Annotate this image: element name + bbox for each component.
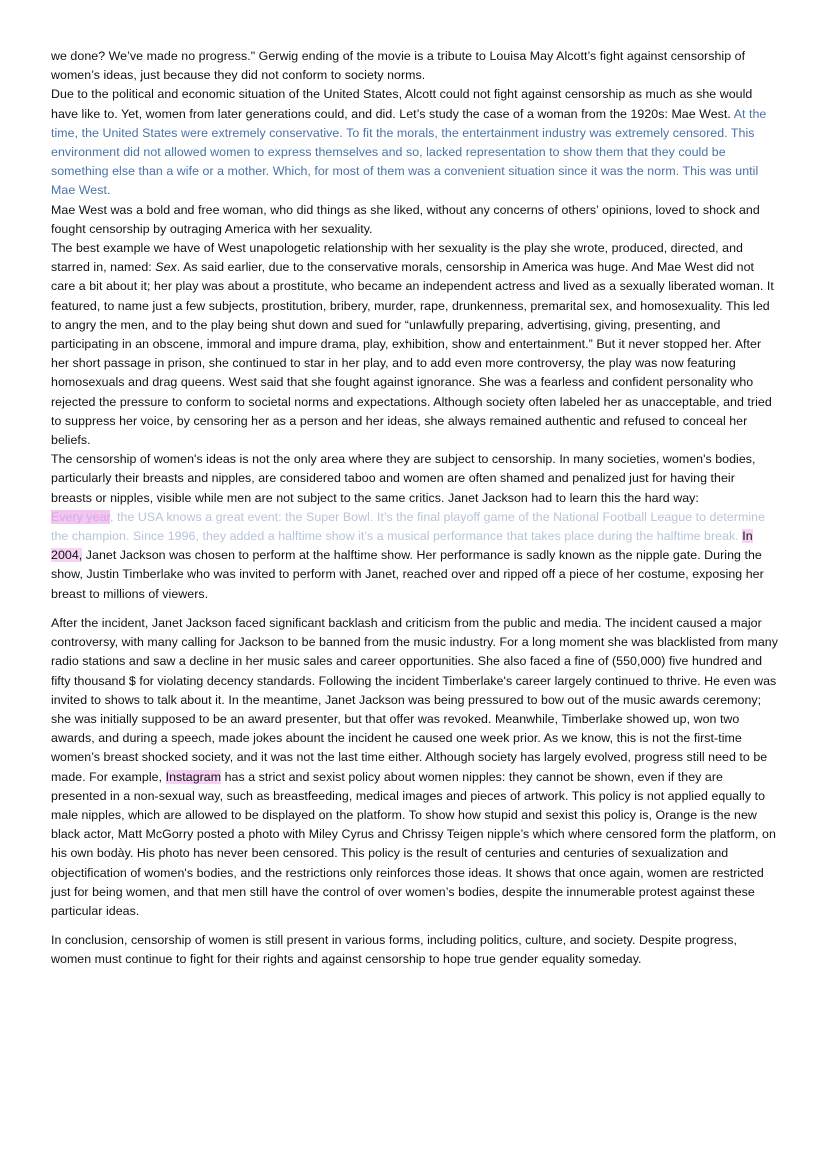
paragraph-super-bowl (51, 508, 778, 604)
paragraph-mae-west-intro-text: Due to the political and economic situation of the United States, Alcott could not fight against censorship as much as she would have like to. Yet, women from later generations could, and did. Let’s study the case of a woman from the 1920s: Mae West. (51, 87, 753, 121)
paragraph-aftermath (51, 614, 778, 921)
paragraph-mae-west-intro (51, 85, 778, 200)
paragraph-mae-west-bold: Mae West was a bold and free woman, who did things as she liked, without any concerns of others’ opinions, loved to shock and fought censorship by outraging America with her sexuality. (51, 202, 760, 236)
highlight-in-2004: In 2004, (51, 529, 753, 563)
paragraph-aftermath-text-b: has a strict and sexist policy about women nipples: they cannot be shown, even if they are presented in a non-sexual way, such as breastfeeding, medical images and pieces of artwork. This policy is not applied equally to male nipples, which are allowed to be displayed on the platform. To show how stupid and sexist this policy is, Orange is the new black actor, Matt McGorry posted a photo with Miley Cyrus and Chrissy Teigen nipple’s which where censored form the platform, on his own bodày. His photo has never been censored. This policy is the result of centuries and centuries of sexualization and objectification of women's bodies, and the restrictions only reinforces those ideas. It shows that once again, women are restricted just for being women, and that men still have the control of over women’s bodies, despite the innumerable protest against these particular ideas. (51, 769, 776, 918)
paragraph-play-sex-text-a: The best example we have of West unapologetic relationship with her sexuality is the play she wrote, produced, directed, and starred in, named: (51, 241, 743, 275)
paragraph-play-sex (51, 239, 778, 450)
highlight-every-year: Every year (51, 509, 111, 524)
paragraph-super-bowl-text: Janet Jackson was chosen to perform at the halftime show. Her performance is sadly known as the nipple gate. During the show, Justin Timberlake who was invited to perform with Janet, reached over and ripped off a piece of her costume, exposing her breast to millions of viewers. (51, 548, 764, 601)
paragraph-conclusion: In conclusion, censorship of women is still present in various forms, including politics, culture, and society. Despite progress, women must continue to fight for their rights and against censorship to hope true gender equality someday. (51, 933, 737, 967)
pale-faded-text: , the USA knows a great event: the Super Bowl. It’s the final playoff game of the National Football League to determine the champion. Since 1996, they added a halftime show it’s a musical performance that takes place during the halftime break. (51, 509, 766, 544)
paragraph-body-censorship: The censorship of women's ideas is not the only area where they are subject to censorship. In many societies, women's bodies, particularly their breasts and nipples, are considered taboo and women are often shamed and penalized just for having their breasts or nipples, visible while men are not subject to the same critics. Janet Jackson had to learn this the hard way: (51, 452, 756, 505)
blue-commented-text: At the time, the United States were extremely conservative. To fit the morals, the entertainment industry was extremely censored. This environment did not allowed women to express themselves and so, lacked representation to show them that they could be something else than a wife or a mother. Which, for most of them was a convenient situation since it was the norm. This was until Mae West. (51, 106, 767, 198)
paragraph-gerwig-ending: we done? We’ve made no progress." Gerwig ending of the movie is a tribute to Louisa May Alcott’s fight against censorship of women’s ideas, just because they did not conform to society norms. (51, 49, 746, 83)
play-title: Sex (155, 260, 177, 275)
paragraph-play-sex-text-b: . As said earlier, due to the conservative morals, censorship in America was huge. And Mae West did not care a bit about it; her play was about a prostitute, who became an independent actress and lived as a sexually liberated woman. It featured, to name just a few subjects, prostitution, bribery, murder, rape, drunkenness, premarital sex, and homosexuality. This led to angry the men, and to the play being shut down and sued for “unlawfully preparing, advertising, giving, presenting, and participating in an obscene, immoral and impure drama, play, exhibition, show and entertainment.” But it never stopped her. After her short passage in prison, she continued to star in her play, and to add even more controversy, the play was now featuring homosexuals and drag queens. West said that she fought against ignorance. She was a fearless and confident personality who rejected the pressure to conform to societal norms and expectations. Although society often labeled her as unacceptable, and tried to suppress her voice, by censoring her as a person and her ideas, she always remained authentic and refused to conceal her beliefs. (51, 260, 774, 448)
paragraph-aftermath-text-a: After the incident, Janet Jackson faced significant backlash and criticism from the public and media. The incident caused a major controversy, with many calling for Jackson to be banned from the music industry. For a long moment she was blacklisted from many radio stations and saw a decline in her music sales and career opportunities. She also faced a fine of (550,000) five hundred and fifty thousand $ for violating decency standards. Following the incident Timberlake's career largely continued to thrive. He even was invited to shows to talk about it. In the meantime, Janet Jackson was being pressured to bow out of the music awards ceremony; she was initially supposed to be an award presenter, but that offer was revoked. Meanwhile, Timberlake showed up, won two awards, and during a speech, made jokes abount the incident he caused one week prior. As we know, this is not the first-time women’s breast shocked society, and it was not the last time either. Although society has largely evolved, progress still need to be made. For example, (51, 615, 778, 784)
highlight-instagram: Instagram (165, 769, 222, 784)
